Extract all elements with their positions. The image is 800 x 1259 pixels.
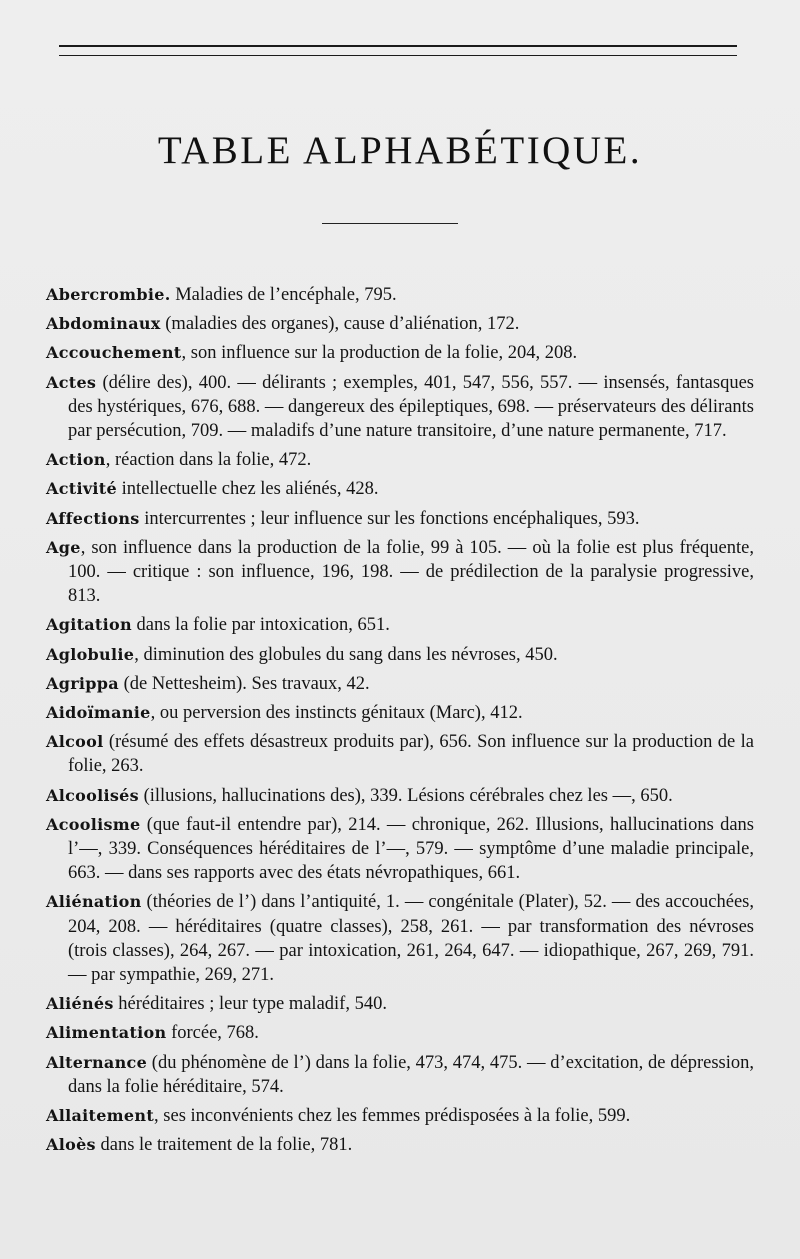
entry-text: (résumé des effets désastreux produits par), 656. Son influence sur la production de la folie, 263. (68, 732, 754, 777)
index-entry (46, 341, 754, 365)
index-entry (46, 813, 754, 886)
index-entry (46, 992, 754, 1016)
entry-text: (de Nettesheim). Ses travaux, 42. (118, 673, 370, 694)
index-entry (46, 1051, 754, 1099)
index-entry (46, 730, 754, 778)
index-entry (46, 701, 754, 725)
entry-headword: Aliénés (46, 994, 114, 1014)
entry-headword: Agitation (46, 615, 132, 635)
entry-text: , son influence sur la production de la folie, 204, 208. (181, 343, 578, 364)
entry-headword: Aliénation (46, 892, 142, 912)
top-rule (59, 45, 737, 47)
title-divider (322, 223, 458, 224)
entry-headword: Alternance (46, 1052, 148, 1072)
entry-text: , ou perversion des instincts génitaux (Marc), 412. (150, 703, 523, 724)
index-entry (46, 1104, 754, 1128)
index-entry (46, 672, 754, 696)
entry-headword: Accouchement (46, 343, 182, 363)
entry-text: intercurrentes ; leur influence sur les fonctions encéphaliques, 593. (139, 508, 640, 529)
index-entry (46, 507, 754, 531)
index-entry (46, 784, 754, 808)
entry-headword: Aloès (46, 1135, 96, 1155)
entry-text: forcée, 768. (166, 1023, 259, 1044)
index-entry (46, 643, 754, 667)
entry-text: intellectuelle chez les aliénés, 428. (116, 479, 379, 500)
entry-text: (illusions, hallucinations des), 339. Lésions cérébrales chez les —, 650. (138, 785, 673, 806)
entry-text: dans le traitement de la folie, 781. (95, 1135, 353, 1156)
entry-headword: Actes (46, 372, 97, 392)
entry-headword: Affections (46, 508, 140, 528)
entry-text: (maladies des organes), cause d’aliénation, 172. (160, 314, 520, 335)
entry-text: héréditaires ; leur type maladif, 540. (113, 994, 387, 1015)
index-entry (46, 312, 754, 336)
entry-headword: Action (46, 450, 106, 470)
entry-headword: Aglobulie (46, 644, 135, 664)
entry-headword: Alimentation (46, 1023, 167, 1043)
entry-headword: Abdominaux (46, 314, 161, 334)
entry-headword: Alcoolisés (46, 785, 139, 805)
entry-text: , réaction dans la folie, 472. (105, 450, 312, 471)
index-entry (46, 536, 754, 609)
index-entries (46, 283, 754, 1163)
entry-headword: Age (46, 537, 81, 557)
entry-headword: Activité (46, 479, 117, 499)
entry-headword: Agrippa (46, 673, 119, 693)
index-entry (46, 283, 754, 307)
index-entry (46, 1133, 754, 1157)
entry-text: (théories de l’) dans l’antiquité, 1. — congénitale (Plater), 52. — des accouchées, 204, 208. — héréditaires (quatre classes), 258, 261. — par transformation des névroses (trois classes), 264, 267. — par intoxication, 261, 264, 647. — idiopathique, 267, 269, 791. — par sympathie, 269, 271. (68, 892, 754, 986)
index-entry (46, 890, 754, 987)
entry-text: (délire des), 400. — délirants ; exemples, 401, 547, 556, 557. — insensés, fantasques des hystériques, 676, 688. — dangereux des épileptiques, 698. — préservateurs des délirants par persécution, 709. — maladifs d’une nature transitoire, d’une nature permanente, 717. (68, 372, 754, 442)
entry-headword: Abercrombie. (46, 285, 171, 304)
entry-headword: Allaitement (46, 1106, 155, 1126)
entry-headword: Acoolisme (46, 814, 141, 834)
entry-text: , ses inconvénients chez les femmes prédisposées à la folie, 599. (154, 1106, 631, 1127)
entry-text: , diminution des globules du sang dans les névroses, 450. (134, 644, 558, 665)
entry-text: , son influence dans la production de la folie, 99 à 105. — où la folie est plus fréquente, 100. — critique : son influence, 196, 198. — de prédilection de la paralysie progressive, 813. (68, 537, 754, 607)
index-entry (46, 448, 754, 472)
entry-headword: Aidoïmanie (46, 703, 151, 723)
entry-text: Maladies de l’encéphale, 795. (170, 285, 397, 305)
entry-text: dans la folie par intoxication, 651. (131, 615, 390, 636)
entry-text: (que faut-il entendre par), 214. — chronique, 262. Illusions, hallucinations dans l’—, 339. Conséquences héréditaires de l’—, 579. — symptôme d’une maladie principale, 663. — dans ses rapports avec des états névropathiques, 661. (68, 814, 754, 884)
entry-text: (du phénomène de l’) dans la folie, 473, 474, 475. — d’excitation, de dépression, dans la folie héréditaire, 574. (68, 1052, 754, 1097)
index-entry (46, 1021, 754, 1045)
index-entry (46, 477, 754, 501)
page-title: TABLE ALPHABÉTIQUE. (157, 129, 643, 172)
top-rule-thin (59, 55, 737, 56)
index-entry (46, 371, 754, 444)
index-entry (46, 613, 754, 637)
entry-headword: Alcool (46, 732, 104, 752)
